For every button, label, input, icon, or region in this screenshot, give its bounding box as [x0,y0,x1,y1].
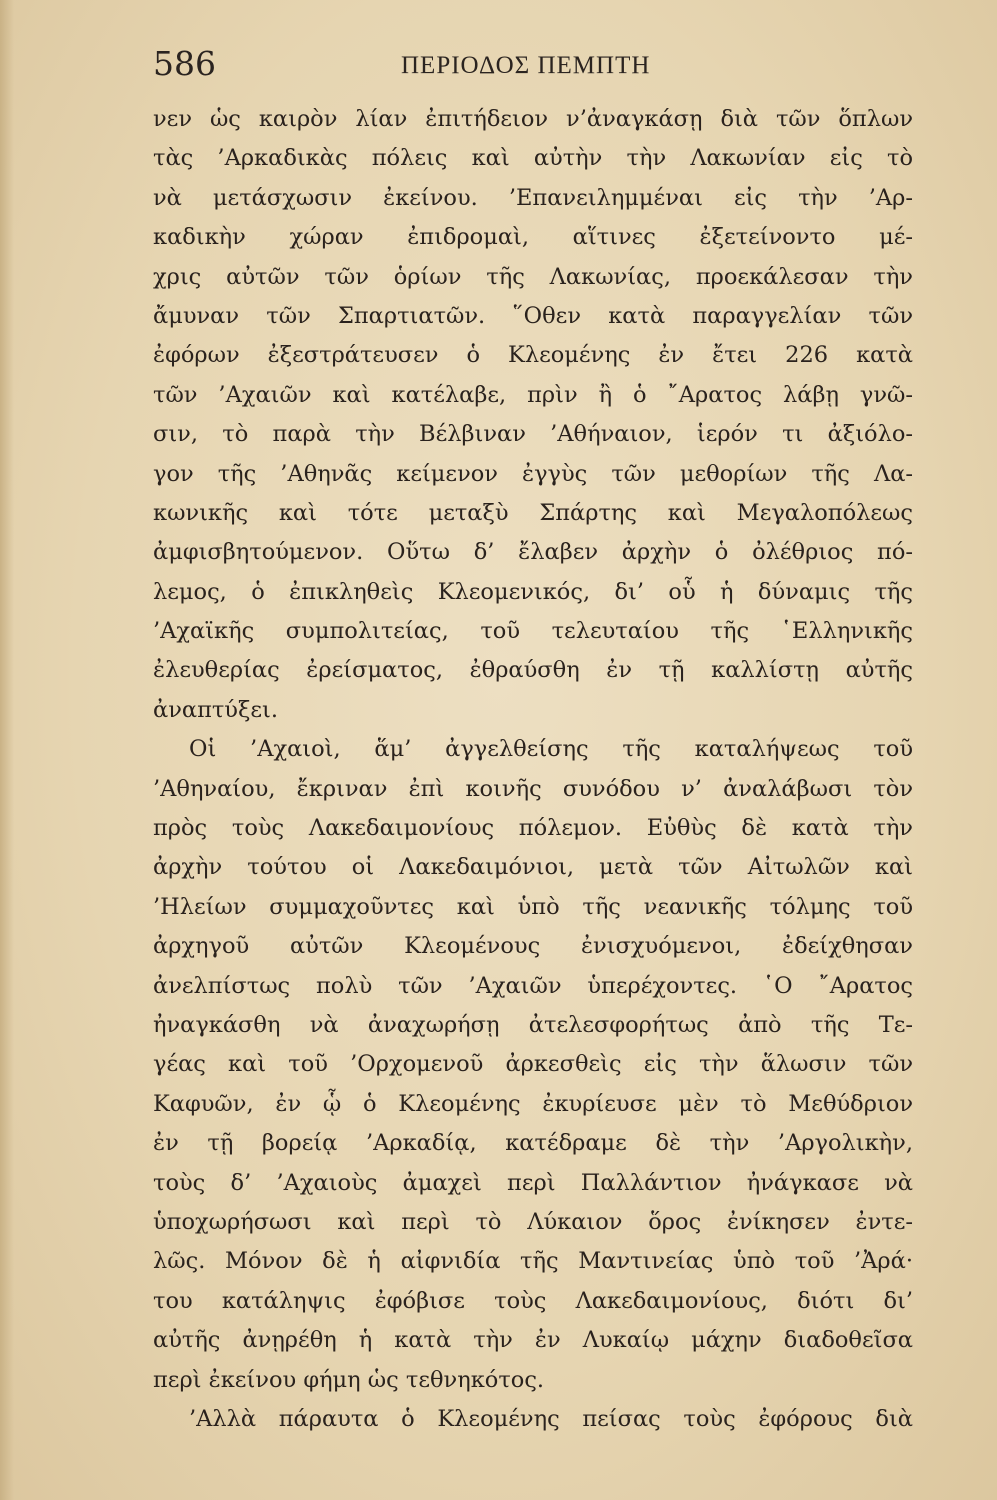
text-line: ’Αθηναίου, ἔκριναν ἐπὶ κοινῆς συνόδου ν’ ἀναλάβωσι τὸν [153,775,913,802]
text-line: ὑποχωρήσωσι καὶ περὶ τὸ Λύκαιον ὅρος ἐνίκησεν ἐντε- [153,1208,913,1235]
text-line: λῶς. Μόνον δὲ ἡ αἰφνιδία τῆς Μαντινείας ὑπὸ τοῦ ’Ἀρά· [153,1248,913,1275]
text-line: ἀναπτύξει. [153,696,279,723]
page-binding-edge [0,0,14,1500]
text-line: ἠναγκάσθη νὰ ἀναχωρήσῃ ἀτελεσφορήτως ἀπὸ τῆς Τε- [153,1011,913,1038]
text-line: περὶ ἐκείνου φήμη ὡς τεθνηκότος. [153,1366,545,1393]
text-line: νεν ὡς καιρὸν λίαν ἐπιτήδειον ν’ἀναγκάσῃ διὰ τῶν ὅπλων [153,106,913,132]
text-line: ἄμυναν τῶν Σπαρτιατῶν. ῞Οθεν κατὰ παραγγελίαν τῶν [153,302,913,329]
text-line: Καφυῶν, ἐν ᾧ ὁ Κλεομένης ἐκυρίευσε μὲν τὸ Μεθύδριον [153,1090,913,1117]
page-number: 586 [153,44,216,83]
text-line: πρὸς τοὺς Λακεδαιμονίους πόλεμον. Εὐθὺς δὲ κατὰ τὴν [153,815,913,842]
text-line: νὰ μετάσχωσιν ἐκείνου. ’Επανειλημμέναι εἰς τὴν ’Αρ- [153,184,913,211]
text-line: λεμος, ὁ ἐπικληθεὶς Κλεομενικός, δι’ οὗ ἡ δύναμις τῆς [153,578,913,605]
text-line: γον τῆς ’Αθηνᾶς κείμενον ἐγγὺς τῶν μεθορίων τῆς Λα- [153,460,913,487]
running-head: ΠΕΡΙΟΔΟΣ ΠΕΜΠΤΗ [401,52,651,79]
body-text [153,100,913,1439]
text-line: ’Αχαϊκῆς συμπολιτείας, τοῦ τελευταίου τῆς ῾Ελληνικῆς [153,618,913,645]
text-line: ἐλευθερίας ἐρείσματος, ἐθραύσθη ἐν τῇ καλλίστῃ αὐτῆς [153,657,913,684]
text-line: τὰς ’Αρκαδικὰς πόλεις καὶ αὐτὴν τὴν Λακωνίαν εἰς τὸ [153,145,913,172]
text-line: τοὺς δ’ ’Αχαιοὺς ἀμαχεὶ περὶ Παλλάντιον ἠνάγκασε νὰ [153,1169,913,1196]
text-line: Οἱ ’Αχαιοὶ, ἅμ’ ἀγγελθείσης τῆς καταλήψεως τοῦ [189,736,913,763]
text-line: καδικὴν χώραν ἐπιδρομαὶ, αἵτινες ἐξετείνοντο μέ- [153,224,913,251]
text-line: σιν, τὸ παρὰ τὴν Βέλβιναν ’Αθήναιον, ἱερόν τι ἀξιόλο- [153,421,913,448]
text-line: του κατάληψις ἐφόβισε τοὺς Λακεδαιμονίους, διότι δι’ [153,1287,913,1314]
text-line: ’Αλλὰ πάραυτα ὁ Κλεομένης πείσας τοὺς ἐφόρους διὰ [189,1405,913,1432]
text-line: ἐφόρων ἐξεστράτευσεν ὁ Κλεομένης ἐν ἔτει 226 κατὰ [153,342,913,369]
text-line: ἀρχὴν τούτου οἱ Λακεδαιμόνιοι, μετὰ τῶν Αἰτωλῶν καὶ [153,854,913,881]
text-line: γέας καὶ τοῦ ’Ορχομενοῦ ἀρκεσθεὶς εἰς τὴν ἅλωσιν τῶν [153,1051,913,1078]
text-line: ’Ηλείων συμμαχοῦντες καὶ ὑπὸ τῆς νεανικῆς τόλμης τοῦ [153,893,913,920]
page-header [153,44,913,94]
text-line: τῶν ’Αχαιῶν καὶ κατέλαβε, πρὶν ἢ ὁ ῎Αρατος λάβῃ γνῶ- [153,381,913,408]
text-line: ἀμφισβητούμενον. Οὕτω δ’ ἔλαβεν ἀρχὴν ὁ ὀλέθριος πό- [153,539,913,566]
text-line: ἀρχηγοῦ αὐτῶν Κλεομένους ἐνισχυόμενοι, ἐδείχθησαν [153,933,913,960]
text-line: αὐτῆς ἀνῃρέθη ἡ κατὰ τὴν ἐν Λυκαίῳ μάχην διαδοθεῖσα [153,1327,913,1354]
text-line: χρις αὐτῶν τῶν ὁρίων τῆς Λακωνίας, προεκάλεσαν τὴν [153,263,913,290]
text-line: ἐν τῇ βορείᾳ ’Αρκαδίᾳ, κατέδραμε δὲ τὴν ’Αργολικὴν, [153,1130,913,1157]
text-line: κωνικῆς καὶ τότε μεταξὺ Σπάρτης καὶ Μεγαλοπόλεως [153,499,913,526]
text-line: ἀνελπίστως πολὺ τῶν ’Αχαιῶν ὑπερέχοντες. ῾Ο ῎Αρατος [153,972,913,999]
